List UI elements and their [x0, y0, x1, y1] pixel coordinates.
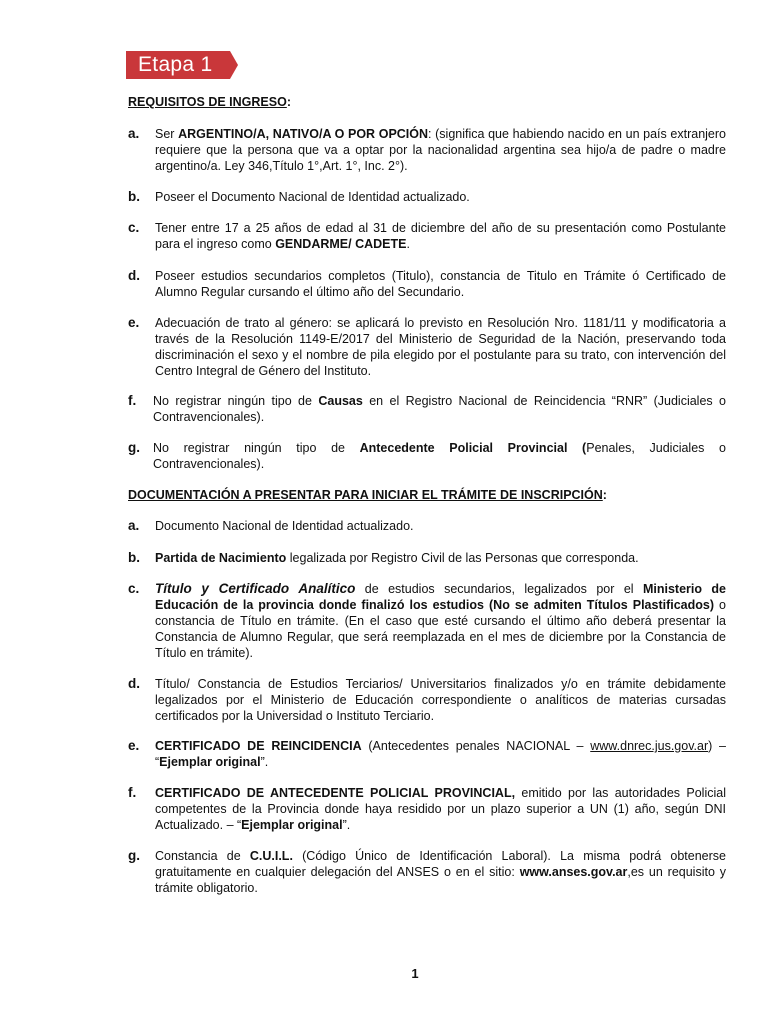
section-title-requirements: REQUISITOS DE INGRESO: — [128, 95, 291, 109]
section-title-documentation: DOCUMENTACIÓN A PRESENTAR PARA INICIAR EL TRÁMITE DE INSCRIPCIÓN: — [128, 488, 607, 502]
stage-label: Etapa 1 — [138, 53, 213, 76]
dnrec-link[interactable]: www.dnrec.jus.gov.ar — [590, 739, 709, 753]
anses-link[interactable]: www.anses.gov.ar — [519, 865, 628, 879]
document-page: Etapa 1 REQUISITOS DE INGRESO: a. Ser ARGENTINO/A, NATIVO/A O POR OPCIÓN: (significa que habiendo nacido en un país extranjero requiere que la persona que va a optar por la nacionalidad argentina sea hijo/a de padre o madre argentino/a. Ley 346,Título 1°,Art. 1°, Inc. 2°). b. Poseer el Documento Nacional de Identidad actualizado. c. Tener entre 17 a 25 años de edad al 31 de diciembre del año de su presentación como Postulante para el ingreso como GENDARME/ CADETE. d. Poseer estudios secundarios completos (Titulo), constancia de Titulo en Trámite ó Certificado de Alumno Regular cursando el último año del Secundario. e. Adecuación de trato al género: se aplicará lo previsto en Resolución Nro. 1181/11 y modificatoria a través de la Resolución 1149-E/2017 del Ministerio de Seguridad de la Nación, preservando toda discriminación el sexo y el nombre de pila elegido por el postulante para su trato, con intervención del Centro Integral de Género del Instituto. f. No registrar ningún tipo de Causas en el Registro Nacional de Reincidencia “RNR” (Judiciales o Contravencionales). g. No registrar ningún tipo de Antecedente Policial Provincial (Penales, Judiciales o Contravencionales). DOCUMENTACIÓN A PRESENTAR PARA INICIAR EL TRÁMITE DE INSCRIPCIÓN: a. Documento Nacional de Identidad actualizado. b. Partida de Nacimiento legalizada por Registro Civil de las Personas que corresponda. c. Título y Certificado Analítico de estudios secundarios, legalizados por el Ministerio de Educación de la provincia donde finalizó los estudios (No se admiten Títulos Plastificados) o constancia de Título en trámite. (En el caso que esté cursando el último año deberá presentar la Constancia de Alumno Regular, que será reemplazada en el mes de diciembre por la Constancia de Título en trámite). d. Título/ Constancia de Estudios Terciarios/ Universitarios finalizados y/o en trámite debidamente legalizados por el Ministerio de Educación correspondiente o analíticos de materias cursadas certificados por la Universidad o Instituto Terciario. e. CERTIFICADO DE REINCIDENCIA (Antecedentes penales NACIONAL – www.dnrec.jus.gov.ar) – “Ejemplar original”. f. CERTIFICADO DE ANTECEDENTE POLICIAL PROVINCIAL, emitido por las autoridades Policial competentes de la Provincia donde haya residido por un plazo superior a UN (1) año, según DNI Actualizado. – “Ejemplar original”. g. Constancia de C.U.I.L. (Código Único de Identificación Laboral). La misma podrá obtenerse gratuitamente en cualquier delegación del ANSES o en el sitio: www.anses.gov.ar,es un requisito y trámite obligatorio. 1 — [0, 0, 768, 1024]
stage-banner — [126, 51, 238, 79]
page-number: 1 — [411, 966, 419, 981]
